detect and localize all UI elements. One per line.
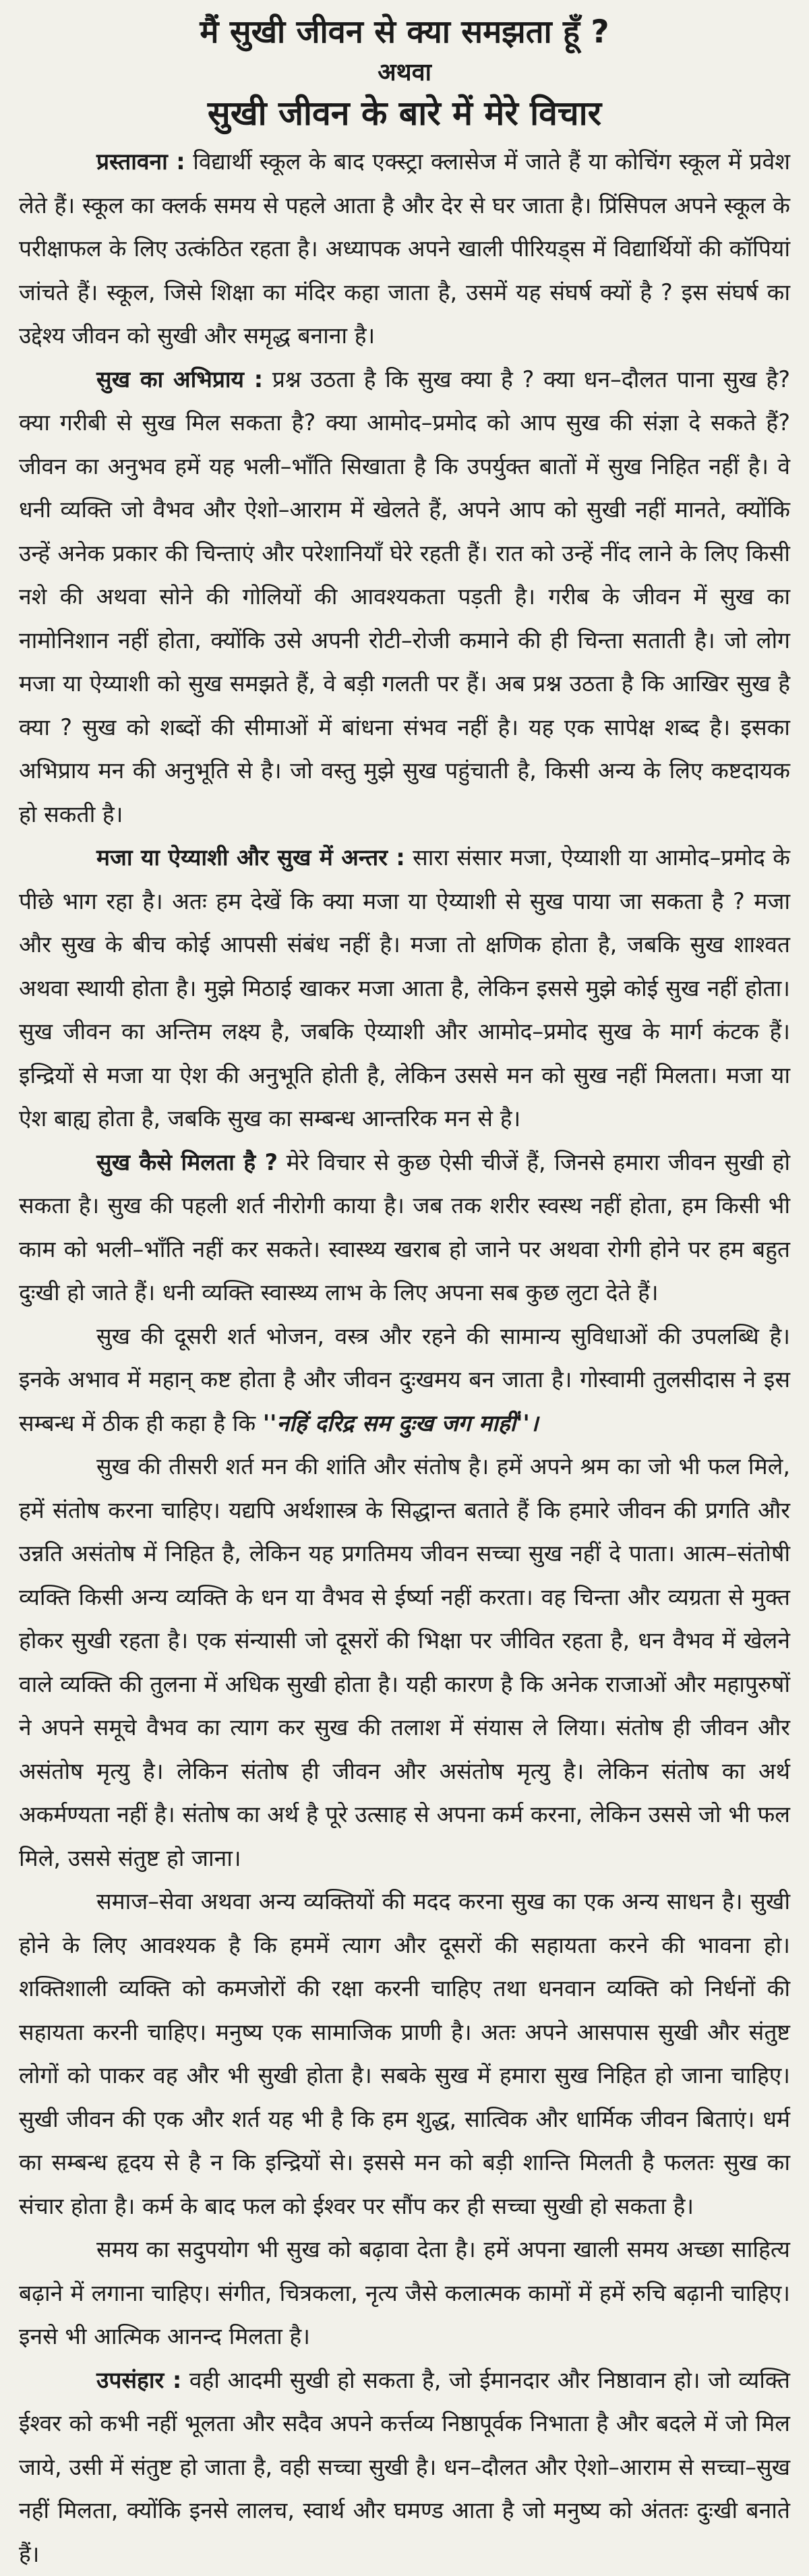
paragraph-meaning-of-happiness	[19, 358, 790, 837]
essay-title: मैं सुखी जीवन से क्या समझता हूँ ?	[19, 12, 790, 53]
paragraph-text: वही आदमी सुखी हो सकता है, जो ईमानदार और निष्ठावान हो। जो व्यक्ति ईश्वर को कभी नहीं भूलता और सदैव अपने कर्त्तव्य निष्ठापूर्वक निभाता है और बदले में जो मिल जाये, उसी में संतुष्ट हो जाता है, वही सच्चा सुखी है। धन–दौलत और ऐशो–आराम से सच्चा–सुख नहीं मिलता, क्योंकि इनसे लालच, स्वार्थ और घमण्ड आता है जो मनुष्य को अंततः दुःखी बनाते हैं।	[19, 2367, 790, 2567]
paragraph-text: सुख की दूसरी शर्त भोजन, वस्त्र और रहने की सामान्य सुविधाओं की उपलब्धि है। इनके अभाव में महान् कष्ट होता है और जीवन दुःखमय बन जाता है। गोस्वामी तुलसीदास ने इस सम्बन्ध में ठीक ही कहा है कि	[19, 1323, 790, 1436]
paragraph-use-of-time	[19, 2228, 790, 2359]
paragraph-how-to-get-happiness	[19, 1141, 790, 1315]
paragraph-heading: मजा या ऐय्याशी और सुख में अन्तर :	[96, 844, 405, 871]
paragraph-conclusion	[19, 2359, 790, 2576]
paragraph-text: विद्यार्थी स्कूल के बाद एक्स्ट्रा क्लासेज में जाते हैं या कोचिंग स्कूल में प्रवेश लेते हैं। स्कूल का क्लर्क समय से पहले आता है और देर से घर जाता है। प्रिंसिपल अपने स्कूल के परीक्षाफल के लिए उत्कंठित रहता है। अध्यापक अपने खाली पीरियड्स में विद्यार्थियों की कॉपियां जांचते हैं। स्कूल, जिसे शिक्षा का मंदिर कहा जाता है, उसमें यह संघर्ष क्यों है ? इस संघर्ष का उद्देश्य जीवन को सुखी और समृद्ध बनाना है।	[19, 148, 790, 349]
paragraph-text: प्रश्न उठता है कि सुख क्या है ? क्या धन–दौलत पाना सुख है? क्या गरीबी से सुख मिल सकता है? क्या आमोद–प्रमोद को आप सुख की संज्ञा दे सकते हैं? जीवन का अनुभव हमें यह भली–भाँति सिखाता है कि उपर्युक्त बातों में सुख निहित नहीं है। वे धनी व्यक्ति जो वैभव और ऐशो–आराम में खेलते हैं, अपने आप को सुखी नहीं मानते, क्योंकि उन्हें अनेक प्रकार की चिन्ताएं और परेशानियाँ घेरे रहती हैं। रात को उन्हें नींद लाने के लिए किसी नशे की अथवा सोने की गोलियों की आवश्यकता पड़ती है। गरीब के जीवन में सुख का नामोनिशान नहीं होता, क्योंकि उसे अपनी रोटी–रोजी कमाने की ही चिन्ता सताती है। जो लोग मजा या ऐय्याशी को सुख समझते हैं, वे बड़ी गलती पर हैं। अब प्रश्न उठता है कि आखिर सुख है क्या ? सुख को शब्दों की सीमाओं में बांधना संभव नहीं है। यह एक सापेक्ष शब्द है। इसका अभिप्राय मन की अनुभूति से है। जो वस्तु मुझे सुख पहुंचाती है, किसी अन्य के लिए कष्टदायक हो सकती है।	[19, 366, 790, 827]
paragraph-second-condition	[19, 1315, 790, 1446]
paragraph-heading: प्रस्तावना :	[96, 148, 185, 175]
paragraph-text: सारा संसार मजा, ऐय्याशी या आमोद–प्रमोद के पीछे भाग रहा है। अतः हम देखें कि क्या मजा या ऐय्याशी से सुख पाया जा सकता है ? मजा और सुख के बीच कोई आपसी संबंध नहीं है। मजा तो क्षणिक होता है, जबकि सुख शाश्वत अथवा स्थायी होता है। मुझे मिठाई खाकर मजा आता है, लेकिन इससे मुझे कोई सुख नहीं होता। सुख जीवन का अन्तिम लक्ष्य है, जबकि ऐय्याशी और आमोद–प्रमोद सुख के मार्ग कंटक हैं। इन्द्रियों से मजा या ऐश की अनुभूति होती है, लेकिन उससे मन को सुख नहीं मिलता। मजा या ऐश बाह्य होता है, जबकि सुख का सम्बन्ध आन्तरिक मन से है।	[19, 844, 790, 1132]
essay-subtitle: सुखी जीवन के बारे में मेरे विचार	[19, 92, 790, 135]
or-label: अथवा	[19, 55, 790, 90]
paragraph-heading: सुख कैसे मिलता है ?	[96, 1149, 278, 1175]
paragraph-heading: सुख का अभिप्राय :	[96, 366, 263, 392]
paragraph-introduction	[19, 140, 790, 358]
paragraph-social-service	[19, 1880, 790, 2228]
paragraph-text: समाज–सेवा अथवा अन्य व्यक्तियों की मदद करना सुख का एक अन्य साधन है। सुखी होने के लिए आवश्यक है कि हममें त्याग और दूसरों की सहायता करने की भावना हो। शक्तिशाली व्यक्ति को कमजोरों की रक्षा करनी चाहिए तथा धनवान व्यक्ति को निर्धनों की सहायता करनी चाहिए। मनुष्य एक सामाजिक प्राणी है। अतः अपने आसपास सुखी और संतुष्ट लोगों को पाकर वह और भी सुखी होता है। सबके सुख में हमारा सुख निहित हो जाना चाहिए। सुखी जीवन की एक और शर्त यह भी है कि हम शुद्ध, सात्विक और धार्मिक जीवन बिताएं। धर्म का सम्बन्ध हृदय से है न कि इन्द्रियों से। इससे मन को बड़ी शान्ति मिलती है फलतः सुख का संचार होता है। कर्म के बाद फल को ईश्वर पर सौंप कर ही सच्चा सुखी हो सकता है।	[19, 1888, 790, 2219]
paragraph-heading: उपसंहार :	[96, 2367, 181, 2393]
paragraph-text: सुख की तीसरी शर्त मन की शांति और संतोष है। हमें अपने श्रम का जो भी फल मिले, हमें संतोष करना चाहिए। यद्यपि अर्थशास्त्र के सिद्धान्त बताते हैं कि हमारे जीवन की प्रगति और उन्नति असंतोष में निहित है, लेकिन यह प्रगतिमय जीवन सच्चा सुख नहीं दे पाता। आत्म–संतोषी व्यक्ति किसी अन्य व्यक्ति के धन या वैभव से ईर्ष्या नहीं करता। वह चिन्ता और व्यग्रता से मुक्त होकर सुखी रहता है। एक संन्यासी जो दूसरों की भिक्षा पर जीवित रहता है, धन वैभव में खेलने वाले व्यक्ति की तुलना में अधिक सुखी होता है। यही कारण है कि अनेक राजाओं और महापुरुषों ने अपने समूचे वैभव का त्याग कर सुख की तलाश में संयास ले लिया। संतोष ही जीवन और असंतोष मृत्यु है। लेकिन संतोष ही जीवन और असंतोष मृत्यु है। लेकिन संतोष का अर्थ अकर्मण्यता नहीं है। संतोष का अर्थ है पूरे उत्साह से अपना कर्म करना, लेकिन उससे जो भी फल मिले, उससे संतुष्ट हो जाना।	[19, 1453, 790, 1871]
tulsidas-quote: ''नहिं दरिद्र सम दुःख जग माहीं''।	[263, 1410, 539, 1436]
paragraph-third-condition	[19, 1445, 790, 1880]
paragraph-text: समय का सदुपयोग भी सुख को बढ़ावा देता है। हमें अपना खाली समय अच्छा साहित्य बढ़ाने में लगाना चाहिए। संगीत, चित्रकला, नृत्य जैसे कलात्मक कामों में हमें रुचि बढ़ानी चाहिए। इनसे भी आत्मिक आनन्द मिलता है।	[19, 2236, 790, 2349]
paragraph-fun-vs-happiness	[19, 836, 790, 1141]
paragraph-text: मेरे विचार से कुछ ऐसी चीजें हैं, जिनसे हमारा जीवन सुखी हो सकता है। सुख की पहली शर्त नीरोगी काया है। जब तक शरीर स्वस्थ नहीं होता, हम किसी भी काम को भली–भाँति नहीं कर सकते। स्वास्थ्य खराब हो जाने पर अथवा रोगी होने पर हम बहुत दुःखी हो जाते हैं। धनी व्यक्ति स्वास्थ्य लाभ के लिए अपना सब कुछ लुटा देते हैं।	[19, 1149, 790, 1306]
